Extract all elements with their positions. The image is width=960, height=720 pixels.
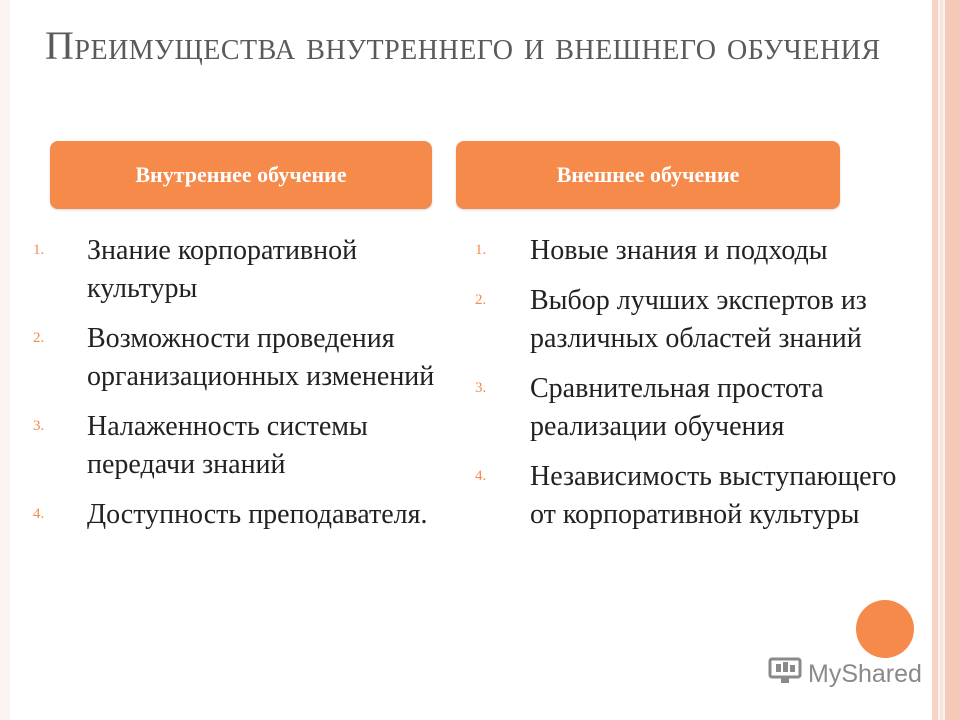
watermark-logo bbox=[768, 656, 922, 692]
list-number: 4. bbox=[475, 468, 487, 484]
decorative-circle bbox=[856, 600, 914, 658]
list-text: Выбор лучших экспертов из различных областей знаний bbox=[530, 285, 867, 354]
external-advantages-list bbox=[475, 232, 925, 546]
list-item bbox=[33, 408, 463, 484]
monitor-icon bbox=[768, 656, 802, 693]
slide-title: Преимущества внутреннего и внешнего обучения bbox=[45, 23, 881, 68]
list-item bbox=[33, 232, 463, 308]
decorative-stripe bbox=[932, 0, 938, 720]
decorative-stripe bbox=[940, 0, 943, 720]
external-training-header: Внешнее обучение bbox=[456, 141, 840, 209]
decorative-stripe bbox=[945, 0, 960, 720]
list-number: 3. bbox=[475, 380, 487, 396]
list-item bbox=[475, 370, 925, 446]
list-text: Знание корпоративной культуры bbox=[87, 235, 358, 304]
list-item bbox=[475, 458, 925, 534]
internal-training-header: Внутреннее обучение bbox=[50, 141, 432, 209]
list-text: Независимость выступающего от корпоративной культуры bbox=[530, 461, 897, 530]
watermark-text: MyShared bbox=[808, 659, 922, 688]
internal-advantages-list bbox=[33, 232, 463, 546]
list-text: Новые знания и подходы bbox=[530, 235, 828, 266]
list-text: Возможности проведения организационных изменений bbox=[87, 323, 435, 392]
list-number: 1. bbox=[475, 242, 487, 258]
list-text: Налаженность системы передачи знаний bbox=[87, 411, 368, 480]
list-item bbox=[33, 320, 463, 396]
list-number: 2. bbox=[475, 292, 487, 308]
list-number: 1. bbox=[33, 242, 45, 258]
list-item bbox=[33, 496, 463, 534]
list-number: 3. bbox=[33, 418, 45, 434]
list-item bbox=[475, 232, 925, 270]
list-text: Доступность преподавателя. bbox=[87, 499, 428, 530]
list-item bbox=[475, 282, 925, 358]
list-number: 4. bbox=[33, 506, 45, 522]
list-text: Сравнительная простота реализации обучения bbox=[530, 373, 824, 442]
list-number: 2. bbox=[33, 330, 45, 346]
